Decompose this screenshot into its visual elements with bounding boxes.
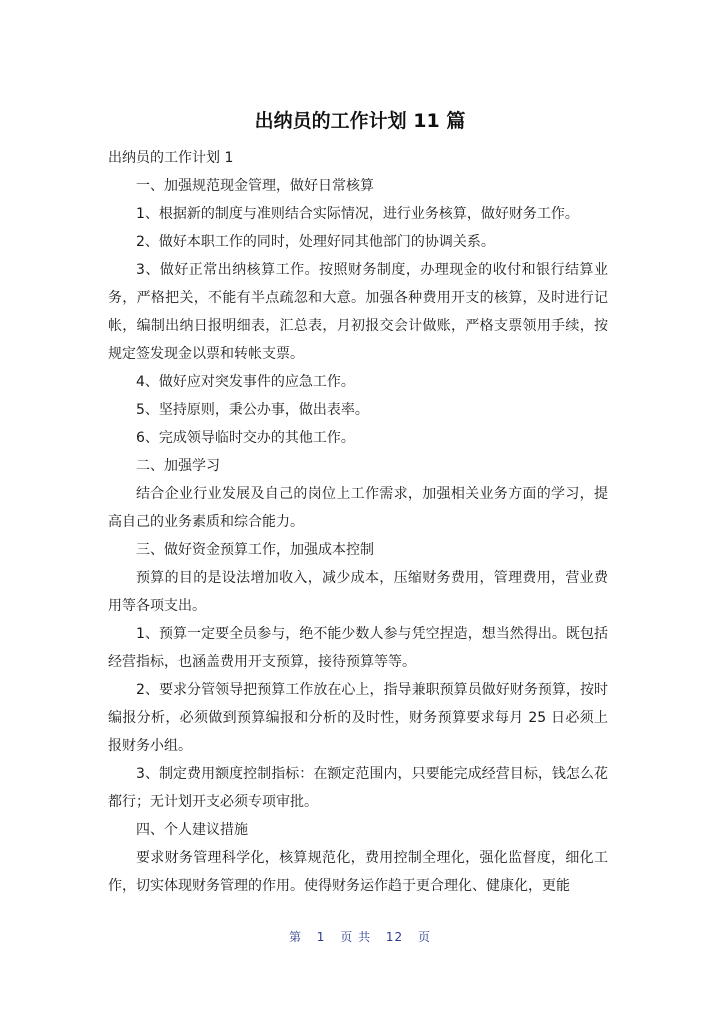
footer-middle: 页 共 [340,930,372,944]
document-body [108,144,608,900]
paragraph: 1、根据新的制度与准则结合实际情况，进行业务核算，做好财务工作。 [136,206,579,222]
section-subtitle: 出纳员的工作计划 1 [108,150,234,166]
paragraph: 2、做好本职工作的同时，处理好同其他部门的协调关系。 [136,234,495,250]
footer-total-pages: 12 [385,930,404,944]
paragraph: 一、加强规范现金管理，做好日常核算 [136,178,374,194]
paragraph: 2、要求分管领导把预算工作放在心上，指导兼职预算员做好财务预算，按时编报分析，必须做到预算编报和分析的及时性，财务预算要求每月 25 日必须上报财务小组。 [108,682,608,754]
paragraph: 3、制定费用额度控制指标：在额定范围内，只要能完成经营目标，钱怎么花都行；无计划开支必须专项审批。 [108,766,608,810]
footer-prefix: 第 [288,930,302,944]
paragraph: 4、做好应对突发事件的应急工作。 [136,374,355,390]
paragraph: 5、坚持原则，秉公办事，做出表率。 [136,402,369,418]
page-title: 出纳员的工作计划 11 篇 [254,110,466,132]
paragraph: 1、预算一定要全员参与，绝不能少数人参与凭空捏造，想当然得出。既包括经营指标，也涵盖费用开支预算，接待预算等等。 [108,626,608,670]
paragraph: 预算的目的是设法增加收入，减少成本，压缩财务费用，管理费用，营业费用等各项支出。 [108,570,608,614]
paragraph: 6、完成领导临时交办的其他工作。 [136,430,355,446]
footer-suffix: 页 [418,930,432,944]
paragraph: 四、个人建议措施 [136,822,248,838]
paragraph: 三、做好资金预算工作，加强成本控制 [136,542,374,558]
page-footer [0,928,720,945]
paragraph: 3、做好正常出纳核算工作。按照财务制度，办理现金的收付和银行结算业务，严格把关，不能有半点疏忽和大意。加强各种费用开支的核算，及时进行记帐，编制出纳日报明细表，汇总表，月初报交会计做账，严格支票领用手续，按规定签发现金以票和转帐支票。 [108,262,608,362]
paragraph: 要求财务管理科学化，核算规范化，费用控制全理化，强化监督度，细化工作，切实体现财务管理的作用。使得财务运作趋于更合理化、健康化，更能 [108,850,608,894]
paragraph: 二、加强学习 [136,458,220,474]
footer-page-number: 1 [316,930,326,944]
paragraph: 结合企业行业发展及自己的岗位上工作需求，加强相关业务方面的学习，提高自己的业务素质和综合能力。 [108,486,608,530]
